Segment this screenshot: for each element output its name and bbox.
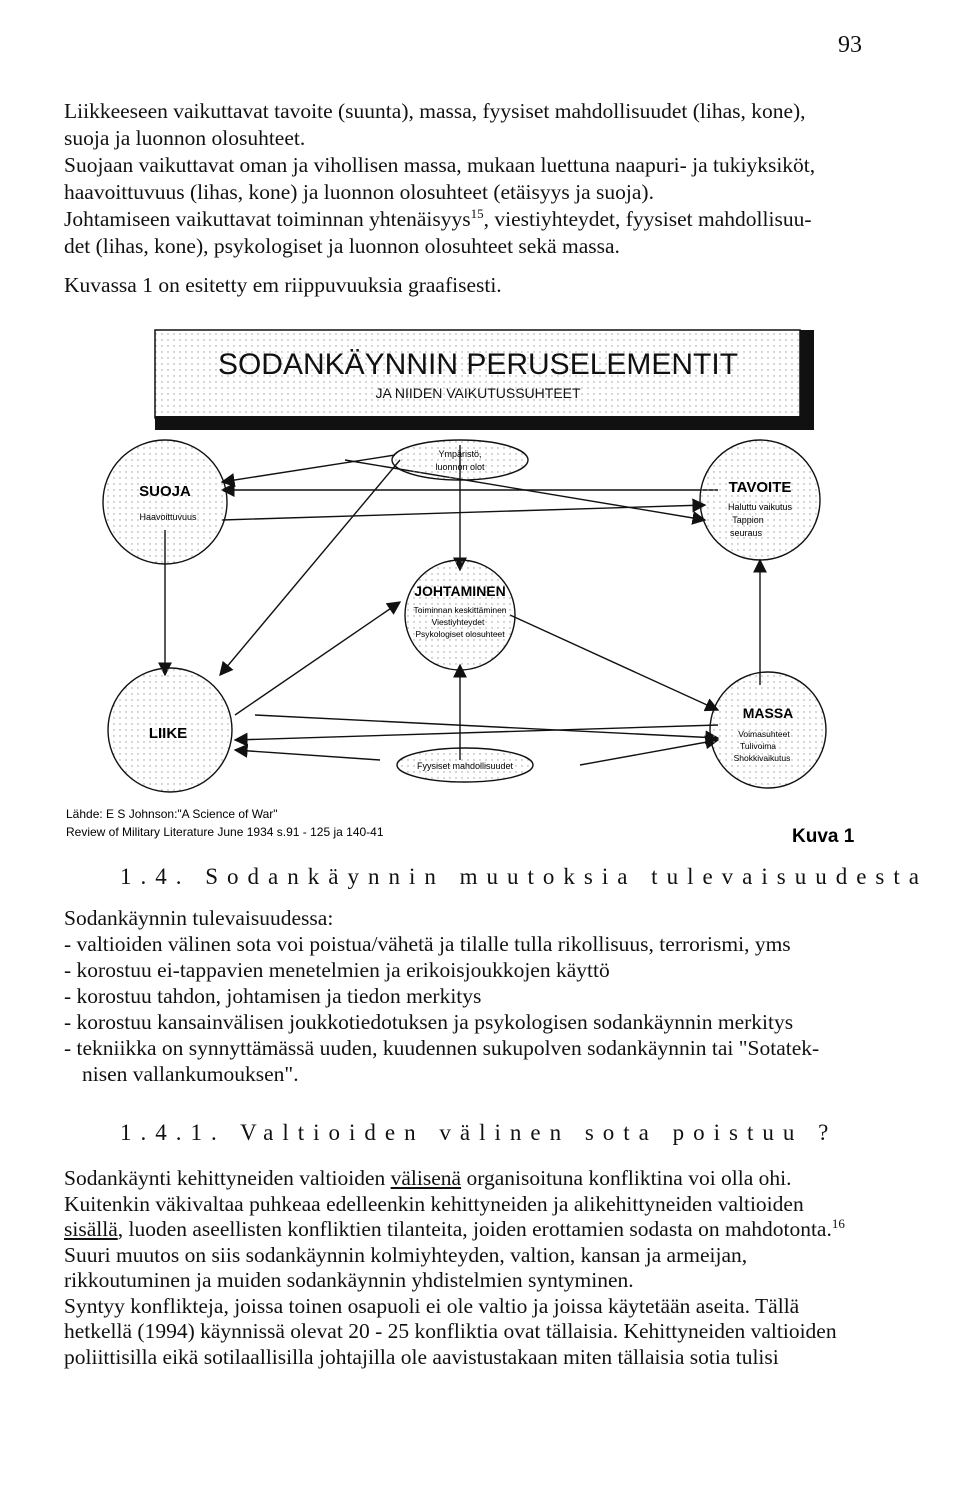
intro-line: Liikkeeseen vaikuttavat tavoite (suunta), massa, fyysiset mahdollisuudet (lihas, kone), bbox=[64, 99, 806, 123]
node-ymparisto-line: luonnon olot bbox=[435, 462, 485, 472]
node-johtaminen-title: JOHTAMINEN bbox=[414, 583, 506, 599]
intro-line: suoja ja luonnon olosuhteet. bbox=[64, 126, 306, 150]
node-ymparisto-line: Ympäristö, bbox=[438, 449, 482, 459]
list-item-continuation: nisen vallankumouksen". bbox=[82, 1062, 299, 1086]
node-tavoite-sub: Haluttu vaikutus bbox=[727, 502, 793, 512]
footnote-ref: 16 bbox=[831, 1215, 845, 1231]
node-liike bbox=[108, 668, 232, 792]
intro-paragraph bbox=[64, 98, 882, 299]
node-massa-sub: Voimasuhteet bbox=[738, 729, 790, 739]
node-johtaminen bbox=[405, 560, 515, 670]
node-suoja-sub: Haavoittuvuus bbox=[139, 512, 197, 522]
node-suoja bbox=[103, 440, 227, 564]
node-johtaminen-sub: Psykologiset olosuhteet bbox=[415, 629, 505, 639]
text-line: Syntyy konflikteja, joissa toinen osapuoli ei ole valtio ja joissa käytetään aseita. Tällä bbox=[64, 1293, 800, 1318]
node-tavoite-title: TAVOITE bbox=[728, 479, 792, 496]
diagram-banner bbox=[155, 330, 814, 430]
section-heading: 1.4. Sodankäynnin muutoksia tulevaisuudesta bbox=[120, 864, 928, 889]
node-massa bbox=[710, 672, 826, 788]
list-item: - korostuu ei-tappavien menetelmien ja erikoisjoukkojen käyttö bbox=[64, 958, 610, 982]
node-massa-sub: Shokkivaikutus bbox=[733, 753, 791, 763]
node-suoja-title: SUOJA bbox=[139, 483, 191, 500]
intro-line: Suojaan vaikuttavat oman ja vihollisen massa, mukaan luettuna naapuri- ja tukiyksiköt, bbox=[64, 153, 816, 177]
figure-label: Kuva 1 bbox=[792, 826, 855, 847]
diagram-source-2: Review of Military Literature June 1934 s.91 - 125 ja 140-41 bbox=[66, 825, 384, 839]
text-line: poliittisilla eikä sotilaallisilla johtajilla ole aavistustakaan miten tällaisia sotia tulisi bbox=[64, 1344, 779, 1369]
node-massa-sub: Tulivoima bbox=[739, 741, 777, 751]
list-item: - tekniikka on synnyttämässä uuden, kuudennen sukupolven sodankäynnin tai "Sotatek- bbox=[64, 1036, 820, 1060]
node-fyysiset-line: Fyysiset mahdollisuudet bbox=[416, 761, 514, 771]
subsection-paragraph bbox=[64, 1166, 882, 1370]
list-item: - valtioiden välinen sota voi poistua/vähetä ja tilalle tulla rikollisuus, terrorismi, yms bbox=[64, 932, 791, 956]
node-fyysiset bbox=[397, 748, 533, 782]
page-number: 93 bbox=[838, 32, 862, 58]
text-line: Kuitenkin väkivaltaa puhkeaa edelleenkin kehittyneiden ja alikehittyneiden valtioiden bbox=[64, 1191, 804, 1216]
diagram-subtitle: JA NIIDEN VAIKUTUSSUHTEET bbox=[375, 385, 581, 401]
subsection-heading: 1.4.1. Valtioiden välinen sota poistuu ? bbox=[120, 1120, 838, 1145]
node-tavoite bbox=[700, 440, 820, 560]
text-line: hetkellä (1994) käynnissä olevat 20 - 25 konfliktia ovat tällaisia. Kehittyneiden valtioiden bbox=[64, 1319, 837, 1343]
sodankaynnin-peruselementit-diagram bbox=[66, 320, 890, 850]
text-line: rikkoutuminen ja muiden sodankäynnin yhdistelmien syntyminen. bbox=[64, 1268, 634, 1292]
list-item: - korostuu kansainvälisen joukkotiedotuksen ja psykologisen sodankäynnin merkitys bbox=[64, 1010, 794, 1034]
future-list bbox=[64, 905, 882, 1087]
footnote-ref: 15 bbox=[470, 205, 484, 221]
text-line: Sodankäynti kehittyneiden valtioiden välisenä organisoituna konfliktina voi olla ohi. bbox=[64, 1166, 792, 1190]
text-line: Suuri muutos on siis sodankäynnin kolmiyhteyden, valtion, kansan ja armeijan, bbox=[64, 1242, 748, 1267]
node-tavoite-sub: seuraus bbox=[729, 528, 763, 538]
intro-line: Johtamiseen vaikuttavat toiminnan yhtenäisyys$^{15}$, viestiyhteydet, fyysiset mahdollisuu- bbox=[64, 205, 812, 231]
diagram-source-1: Lähde: E S Johnson:"A Science of War" bbox=[66, 807, 278, 821]
list-intro: Sodankäynnin tulevaisuudessa: bbox=[64, 906, 334, 930]
node-liike-title: LIIKE bbox=[148, 725, 188, 742]
diagram-title: SODANKÄYNNIN PERUSELEMENTIT bbox=[217, 348, 739, 381]
intro-line: Kuvassa 1 on esitetty em riippuvuuksia graafisesti. bbox=[64, 273, 502, 297]
node-johtaminen-sub: Toiminnan keskittäminen bbox=[413, 605, 507, 615]
text-line: sisällä, luoden aseellisten konfliktien tilanteita, joiden erottamien sodasta on mahdotonta.$^{16}$ bbox=[64, 1215, 845, 1241]
node-massa-title: MASSA bbox=[742, 705, 794, 721]
intro-line: haavoittuvuus (lihas, kone) ja luonnon olosuhteet (etäisyys ja suoja). bbox=[64, 180, 654, 204]
intro-line: det (lihas, kone), psykologiset ja luonnon olosuhteet sekä massa. bbox=[64, 234, 620, 258]
node-johtaminen-sub: Viestiyhteydet bbox=[431, 617, 485, 627]
node-ymparisto bbox=[392, 440, 528, 480]
node-tavoite-sub: Tappion bbox=[732, 515, 764, 525]
list-item: - korostuu tahdon, johtamisen ja tiedon merkitys bbox=[64, 984, 482, 1008]
